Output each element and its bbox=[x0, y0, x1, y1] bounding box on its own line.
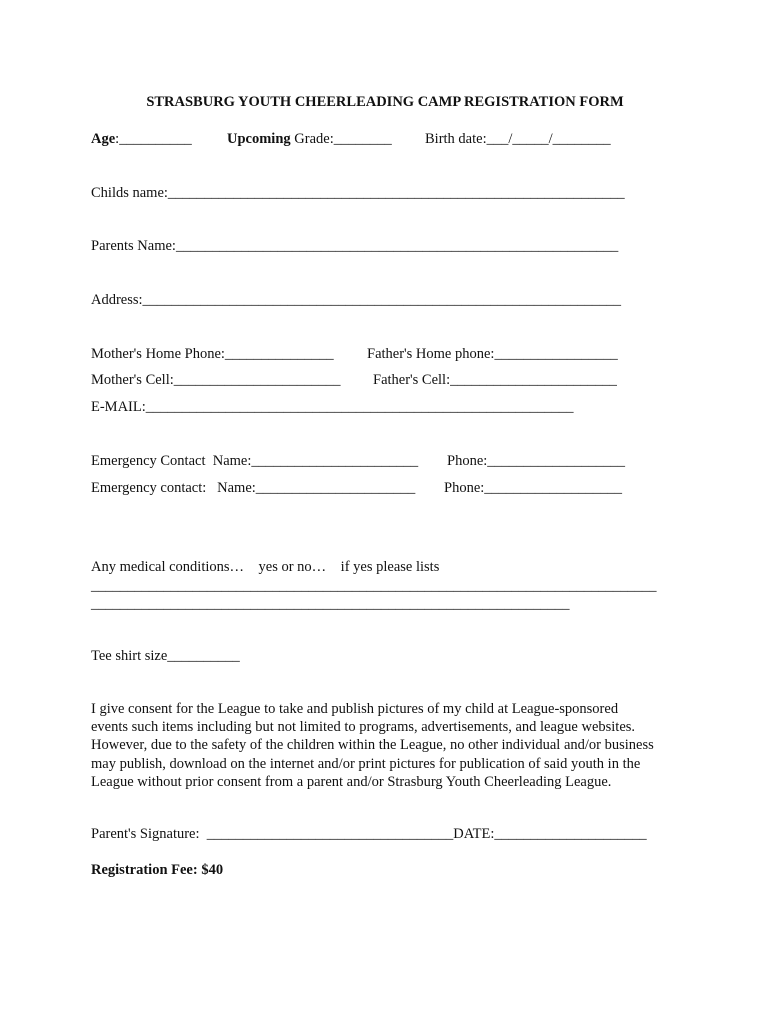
upcoming-grade-field[interactable] bbox=[227, 130, 392, 148]
emergency-contact-2-name-field[interactable]: Emergency contact: Name:______________________ bbox=[91, 480, 416, 496]
father-cell-field[interactable]: Father's Cell:_______________________ bbox=[373, 372, 617, 388]
mother-cell-field[interactable]: Mother's Cell:_______________________ bbox=[91, 372, 341, 388]
form-title: STRASBURG YOUTH CHEERLEADING CAMP REGISTRATION FORM bbox=[146, 94, 624, 110]
email-field[interactable]: E-MAIL:___________________________________________________________ bbox=[91, 399, 574, 415]
birth-date-field[interactable]: Birth date:___/_____/________ bbox=[425, 131, 611, 147]
consent-paragraph bbox=[91, 700, 691, 791]
mother-home-phone-field[interactable]: Mother's Home Phone:_______________ bbox=[91, 346, 334, 362]
father-home-phone-field[interactable]: Father's Home phone:_________________ bbox=[367, 346, 618, 362]
emergency-contact-2-phone-field[interactable]: Phone:___________________ bbox=[444, 480, 623, 496]
consent-line: may publish, download on the internet and/or print pictures for publication of said youth in the bbox=[91, 755, 641, 772]
parents-name-field[interactable]: Parents Name:_____________________________________________________________ bbox=[91, 238, 619, 254]
consent-line: League without prior consent from a parent and/or Strasburg Youth Cheerleading League. bbox=[91, 773, 612, 790]
consent-line: events such items including but not limited to programs, advertisements, and league websites. bbox=[91, 719, 636, 736]
grade-label-bold: Upcoming bbox=[227, 131, 291, 147]
registration-fee: Registration Fee: $40 bbox=[91, 862, 224, 878]
address-field[interactable]: Address:__________________________________________________________________ bbox=[91, 292, 622, 308]
medical-conditions-line-1[interactable]: ______________________________________________________________________________ bbox=[91, 578, 657, 594]
childs-name-field[interactable]: Childs name:_______________________________________________________________ bbox=[91, 185, 625, 201]
age-field[interactable] bbox=[91, 130, 192, 148]
age-blank: :__________ bbox=[115, 131, 192, 147]
consent-line: However, due to the safety of the children within the League, no other individual and/or business bbox=[91, 737, 654, 754]
grade-label-rest: Grade:________ bbox=[290, 131, 392, 147]
medical-conditions-line-2[interactable]: __________________________________________________________________ bbox=[91, 596, 570, 612]
medical-conditions-question: Any medical conditions… yes or no… if yes please lists bbox=[91, 559, 440, 575]
parent-signature-date-field[interactable]: Parent's Signature: __________________________________DATE:_____________________ bbox=[91, 826, 647, 842]
emergency-contact-1-phone-field[interactable]: Phone:___________________ bbox=[447, 453, 626, 469]
tee-shirt-size-field[interactable]: Tee shirt size__________ bbox=[91, 648, 240, 664]
consent-line: I give consent for the League to take and publish pictures of my child at League-sponsored bbox=[91, 701, 619, 717]
age-label: Age bbox=[91, 131, 116, 147]
emergency-contact-1-name-field[interactable]: Emergency Contact Name:_______________________ bbox=[91, 453, 419, 469]
